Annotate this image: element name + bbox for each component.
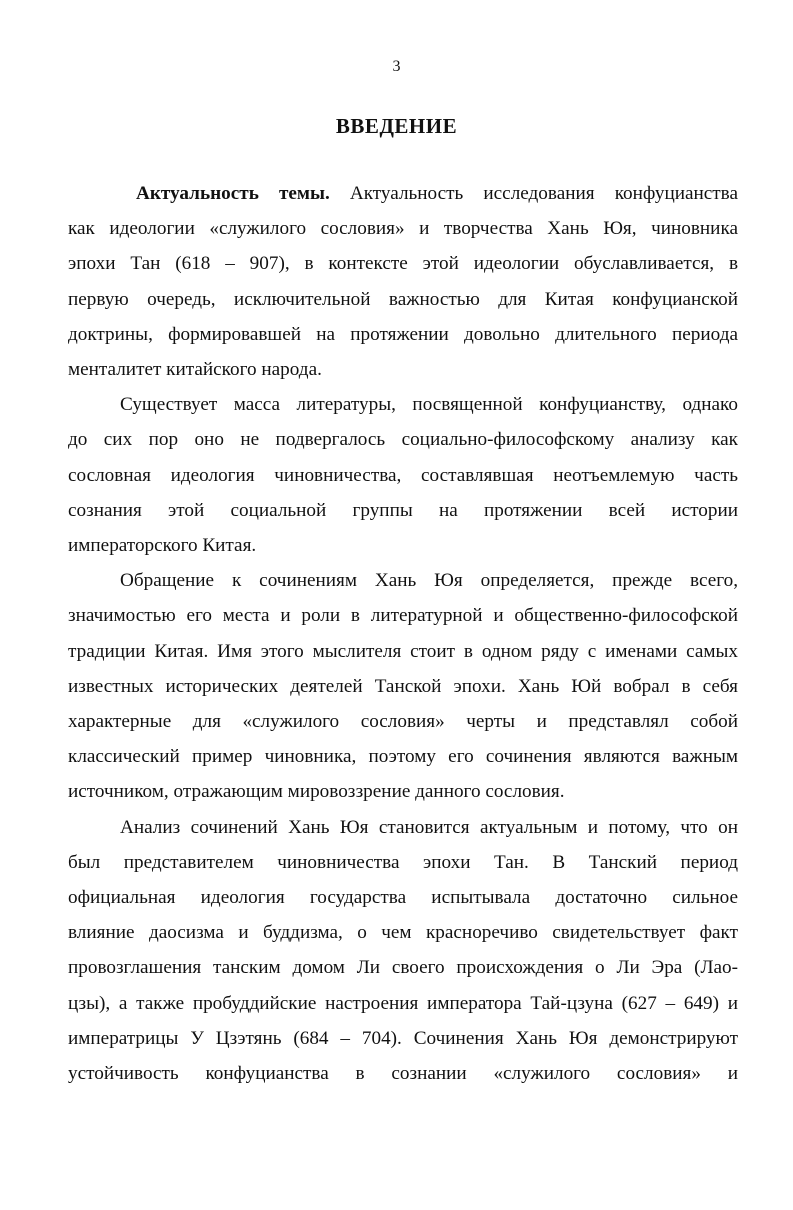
text-line: сословная идеология чиновничества, составлявшая неотъемлемую часть <box>68 464 738 486</box>
text-line: устойчивость конфуцианства в сознании «служилого сословия» и <box>68 1063 738 1085</box>
text-line: характерные для «служилого сословия» черты и представлял собой <box>68 711 738 733</box>
text-line: эпохи Тан (618 – 907), в контексте этой идеологии обуславливается, в <box>68 253 738 275</box>
relevance-lead: Актуальность темы. <box>136 183 330 204</box>
text-line: провозглашения танским домом Ли своего происхождения о Ли Эра (Лао- <box>68 957 738 979</box>
paragraph-han-yu <box>68 563 738 809</box>
text-line: доктрины, формировавшей на протяжении довольно длительного периода <box>68 323 738 345</box>
section-heading: ВВЕДЕНИЕ <box>335 114 458 138</box>
text-line: цзы), а также пробуддийские настроения императора Тай-цзуна (627 – 649) и <box>68 992 738 1014</box>
text-line: императрицы У Цзэтянь (684 – 704). Сочинения Хань Юя демонстрируют <box>68 1027 738 1049</box>
text-line: был представителем чиновничества эпохи Тан. В Танский период <box>68 851 738 873</box>
text-line: известных исторических деятелей Танской эпохи. Хань Юй вобрал в себя <box>68 675 738 697</box>
text-line: значимостью его места и роли в литературной и общественно-философской <box>68 605 738 627</box>
text-line: классический пример чиновника, поэтому его сочинения являются важным <box>68 746 738 768</box>
text-line: Анализ сочинений Хань Юя становится актуальным и потому, что он <box>120 816 738 838</box>
text-line: первую очередь, исключительной важностью для Китая конфуцианской <box>68 288 738 310</box>
text-line: официальная идеология государства испытывала достаточно сильное <box>68 887 738 909</box>
paragraph-analysis <box>68 810 738 1092</box>
text-line: сознания этой социальной группы на протяжении всей истории <box>68 499 738 521</box>
text-line: до сих пор оно не подвергалось социально-философскому анализу как <box>68 429 738 451</box>
text-line: источником, отражающим мировоззрение данного сословия. <box>68 781 565 803</box>
text-line: традиции Китая. Имя этого мыслителя стоит в одном ряду с именами самых <box>68 640 738 662</box>
text-line <box>68 176 738 211</box>
text-line: менталитет китайского народа. <box>68 359 322 381</box>
text-line: как идеологии «служилого сословия» и творчества Хань Юя, чиновника <box>68 218 738 240</box>
paragraph-relevance <box>68 176 738 387</box>
text-line: влияние даосизма и буддизма, о чем красноречиво свидетельствует факт <box>68 922 738 944</box>
text-line: императорского Китая. <box>68 535 257 557</box>
paragraph-literature <box>68 387 738 563</box>
text-line: Существует масса литературы, посвященной конфуцианству, однако <box>120 394 738 416</box>
page-number: 3 <box>392 58 401 75</box>
text-line-content: Актуальность исследования конфуцианства <box>329 183 738 204</box>
body-text <box>68 176 738 1091</box>
text-line: Обращение к сочинениям Хань Юя определяется, прежде всего, <box>120 570 738 592</box>
